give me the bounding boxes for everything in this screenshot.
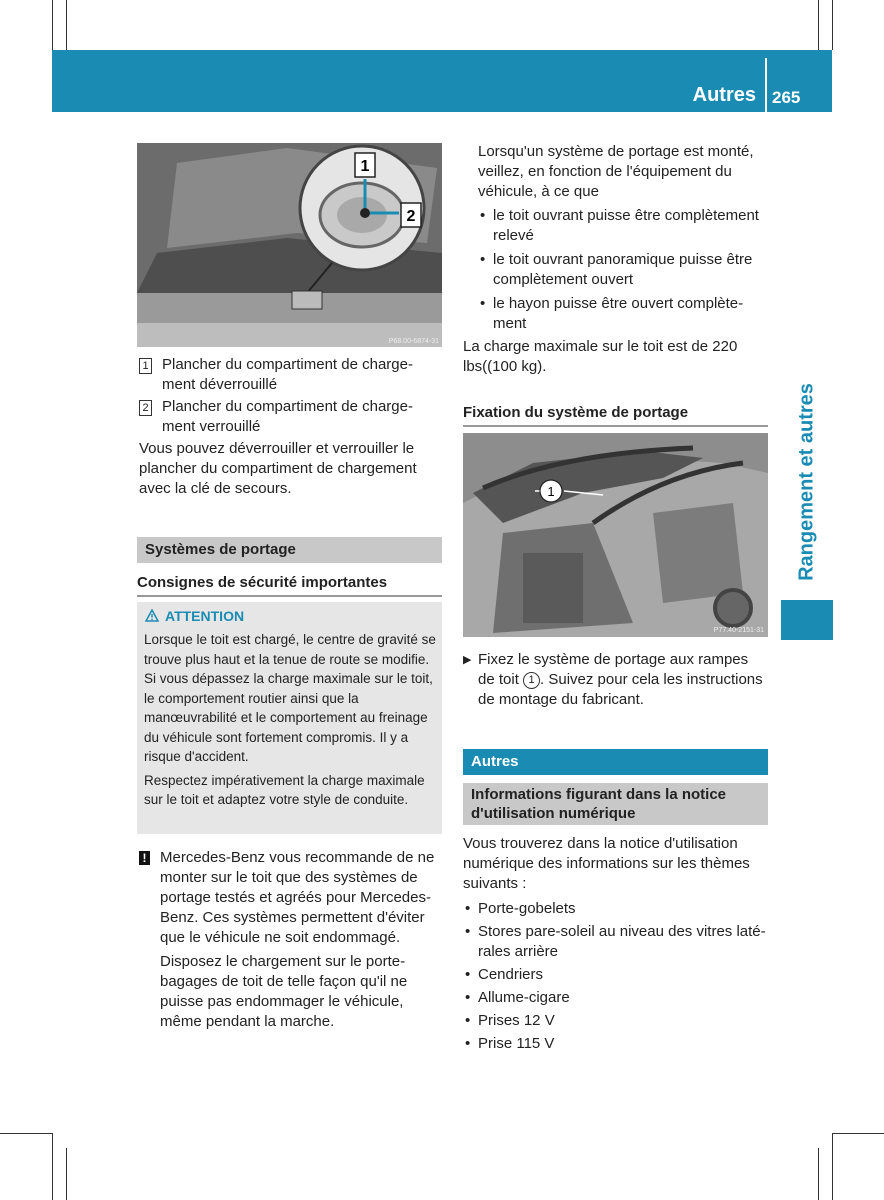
- chapter-title: Autres: [692, 84, 756, 106]
- step-text: [478, 650, 768, 710]
- header-separator: [765, 58, 767, 112]
- warning-body: [144, 630, 439, 814]
- warning-paragraph: Lorsque le toit est chargé, le centre de gravité se trouve plus haut et la tenue de route se modifie. Si vous dépassez la charge maximale sur le toit, le comportement routier ainsi que la manœuvrabilité et le comportement au freinage du véhicule sont fortement compromis. Il y a risque d'accident.: [144, 632, 436, 764]
- page-number: 265: [772, 88, 801, 107]
- warning-paragraph: Respectez impérativement la charge maximale sur le toit et adaptez votre style de conduite.: [144, 772, 425, 807]
- legend-number: 2: [139, 400, 152, 416]
- legend-text: Plancher du compartiment de chargement verrouillé: [162, 398, 413, 435]
- info-bullet-list: [463, 899, 768, 1054]
- list-item: • le hayon puisse être ouvert complètement: [478, 294, 768, 334]
- legend-item: [139, 355, 439, 395]
- note-paragraph: Mercedes-Benz vous recommande de ne monter sur le toit que des systèmes de portage testés et agréés pour Mercedes-Benz. Ces systèmes permettent d'éviter que le véhicule ne soit endommagé.: [160, 849, 435, 946]
- legend-text: Plancher du compartiment de chargement déverrouillé: [162, 356, 413, 393]
- crop-mark: [66, 1148, 67, 1200]
- paragraph: Vous trouverez dans la notice d'utilisation numérique des informations sur les thèmes suivants :: [463, 835, 750, 892]
- exclamation-icon: !: [139, 851, 150, 865]
- legend-number: 1: [139, 358, 152, 374]
- crop-mark: [818, 0, 819, 50]
- list-item: • Prises 12 V: [463, 1011, 768, 1031]
- subheading: Consignes de sécurité importantes: [137, 573, 442, 597]
- list-item: • Allume-cigare: [463, 988, 768, 1008]
- crop-mark: [52, 0, 53, 50]
- warning-title: [145, 608, 244, 624]
- step-text-part: Fixez le système de portage aux rampes de toit: [478, 651, 749, 688]
- list-item: • le toit ouvrant panoramique puisse être complètement ouvert: [478, 250, 768, 290]
- crop-mark: [818, 1148, 819, 1200]
- crop-mark: [66, 0, 67, 50]
- side-tab-marker: [781, 600, 833, 640]
- note-paragraph: Disposez le chargement sur le porte-bagages de toit de telle façon qu'il ne puisse pas endommager le véhicule, même pendant la marche.: [160, 953, 408, 1030]
- figure1-legend: [139, 355, 439, 499]
- figure-marker-1: 1: [547, 484, 555, 499]
- side-tab-label: Rangement et autres: [795, 383, 818, 581]
- list-item: • Stores pare-soleil au niveau des vitres latérales arrière: [463, 922, 768, 962]
- figure-marker-1: 1: [360, 158, 370, 175]
- paragraph: La charge maximale sur le toit est de 220 lbs((100 kg).: [463, 338, 738, 375]
- step-text-part: . Suivez pour cela les instructions de montage du fabricant.: [478, 671, 763, 708]
- instruction-step: [463, 650, 768, 710]
- figure-caption: P77.40-2151-31: [713, 627, 764, 634]
- trunk-floor-photo: [137, 143, 442, 347]
- right-top-text: [463, 142, 768, 377]
- paragraph: Lorsqu'un système de portage est monté, veillez, en fonction de l'équipement du véhicule, à ce que: [478, 143, 754, 200]
- section-heading: Systèmes de portage: [137, 537, 442, 563]
- step-arrow-icon: ▶: [463, 654, 472, 666]
- info-heading: Informations figurant dans la notice d'utilisation numérique: [463, 783, 768, 825]
- legend-item: [139, 397, 439, 437]
- roof-carrier-photo: [463, 433, 768, 637]
- section-heading-blue: Autres: [463, 749, 768, 775]
- warning-box: [137, 602, 442, 834]
- crop-mark: [832, 1133, 833, 1200]
- figure-caption: P68.00-6874-31: [388, 338, 439, 345]
- list-item: • Cendriers: [463, 965, 768, 985]
- list-item: • Prise 115 V: [463, 1034, 768, 1054]
- bullet-list: [463, 206, 768, 334]
- paragraph: Vous pouvez déverrouiller et verrouiller le plancher du compartiment de chargement avec la clé de secours.: [139, 440, 417, 497]
- crop-mark: [52, 1133, 53, 1200]
- warning-triangle-icon: [145, 609, 159, 622]
- crop-mark: [832, 1133, 884, 1134]
- note-block: [139, 848, 441, 1032]
- list-item: • Porte-gobelets: [463, 899, 768, 919]
- crop-mark: [832, 0, 833, 50]
- warning-title-text: ATTENTION: [165, 608, 245, 624]
- figure-marker-2: 2: [406, 208, 416, 225]
- info-block: [463, 834, 768, 1054]
- subheading: Fixation du système de portage: [463, 403, 768, 427]
- callout-number: 1: [523, 672, 540, 689]
- list-item: • le toit ouvrant puisse être complètement relevé: [478, 206, 768, 246]
- crop-mark: [0, 1133, 52, 1134]
